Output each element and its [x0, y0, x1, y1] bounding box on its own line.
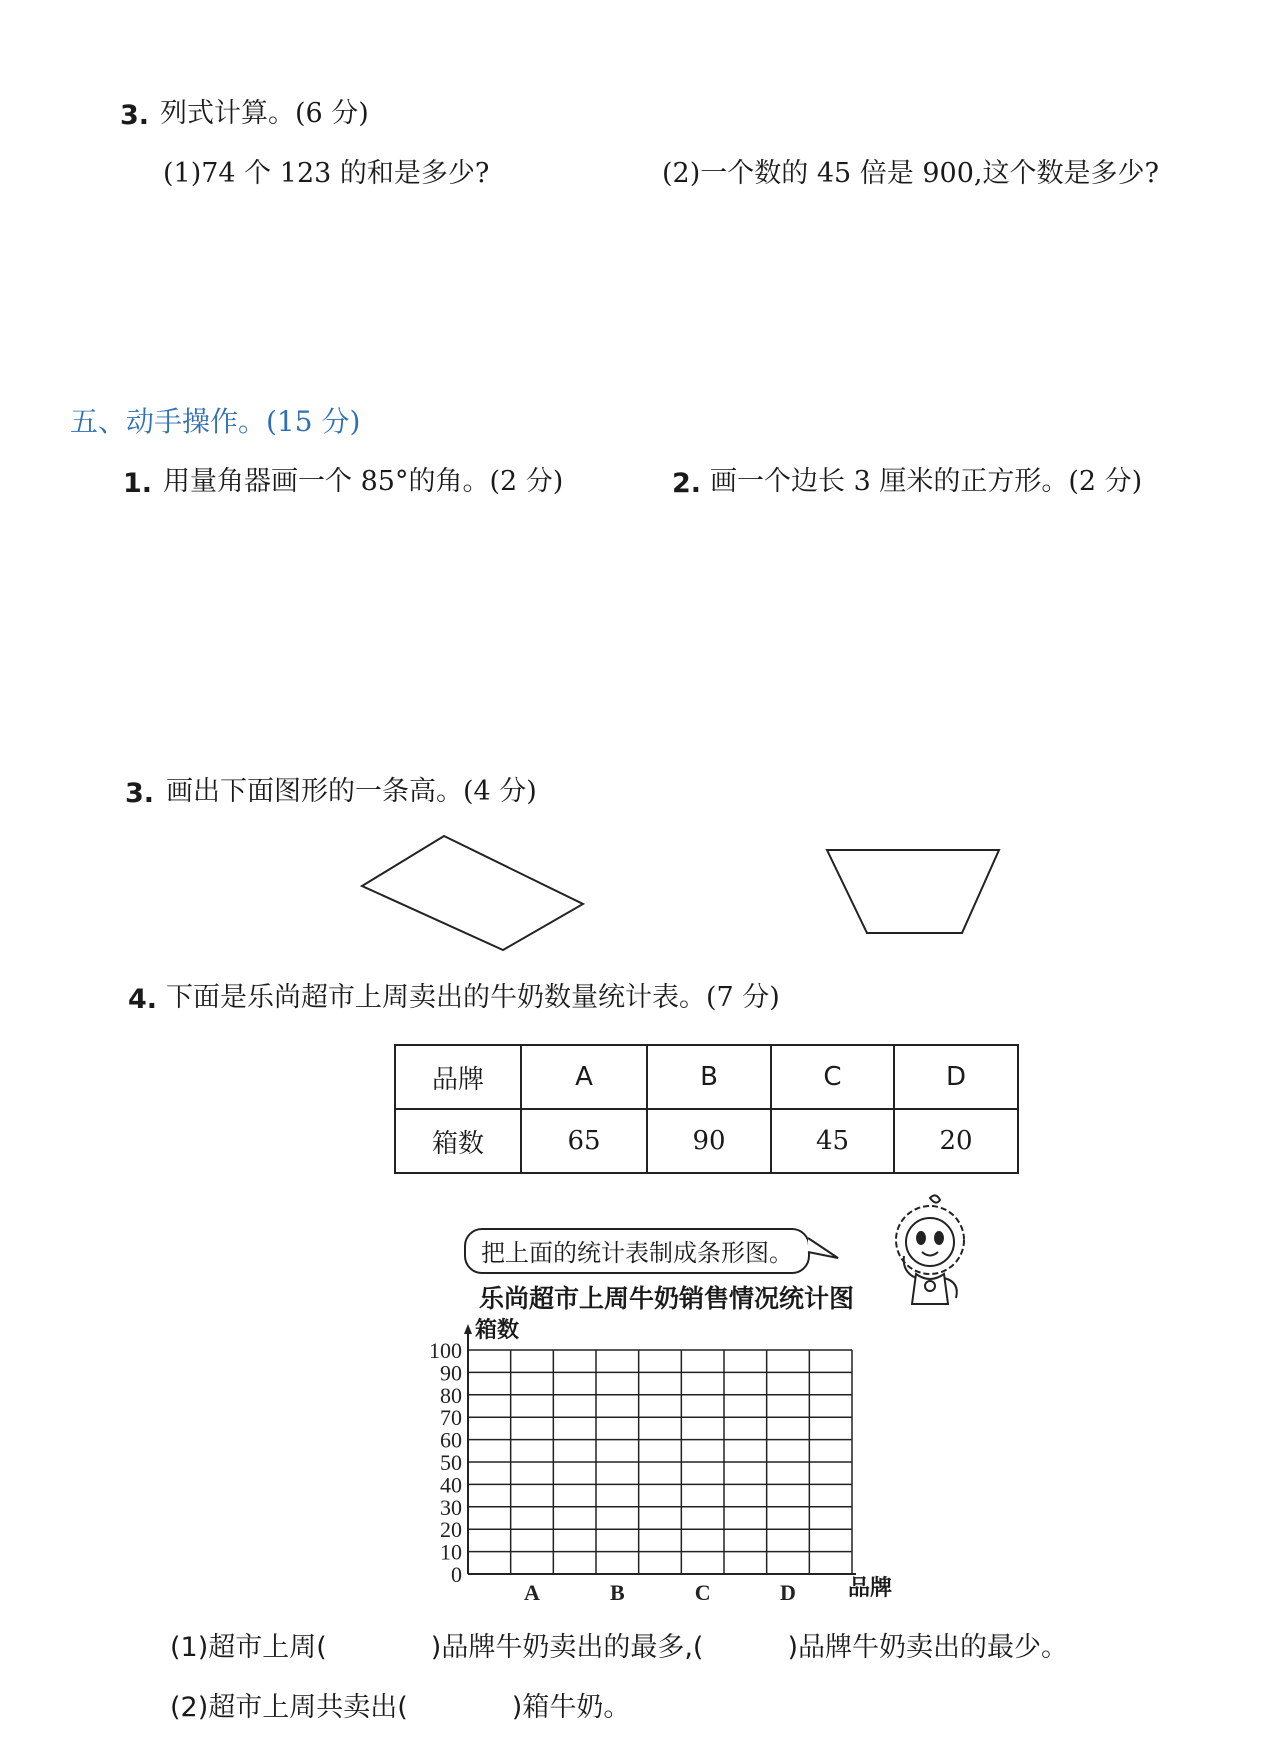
x-tick-label: A — [524, 1580, 540, 1605]
y-tick-label: 70 — [440, 1405, 462, 1431]
y-tick-label: 50 — [440, 1450, 462, 1475]
table-row-label: 箱数 — [395, 1109, 521, 1173]
fill-question-2 — [170, 1694, 630, 1721]
y-tick-label: 10 — [440, 1539, 462, 1565]
section-heading: 五、动手操作。(15 分) — [70, 405, 361, 438]
fill-text: )品牌牛奶卖出的最多,( — [430, 1632, 704, 1663]
x-tick-label: B — [609, 1580, 625, 1605]
question-number: 3. — [125, 778, 155, 809]
chart-title: 乐尚超市上周牛奶销售情况统计图 — [479, 1284, 855, 1313]
y-tick-label: 0 — [451, 1562, 462, 1587]
chart-y-axis-label: 箱数 — [475, 1318, 520, 1343]
table-count-cell: 90 — [647, 1109, 771, 1173]
question-number: 4. — [128, 984, 158, 1015]
question-text: 画出下面图形的一条高。(4 分) — [166, 776, 537, 807]
y-axis-arrow — [464, 1324, 472, 1334]
y-tick-label: 60 — [440, 1427, 462, 1453]
speech-bubble: 把上面的统计表制成条形图。 — [464, 1228, 810, 1274]
question-number: 3. — [120, 100, 150, 131]
x-tick-label: C — [694, 1580, 711, 1605]
y-tick-label: 30 — [440, 1494, 462, 1520]
sub-question-1: (1)74 个 123 的和是多少? — [163, 158, 490, 189]
table-count-cell: 65 — [521, 1109, 647, 1173]
fill-question-1 — [170, 1634, 1068, 1661]
question-text: 用量角器画一个 85°的角。(2 分) — [163, 466, 564, 497]
table-brand-cell: B — [647, 1045, 771, 1109]
chart-x-axis-label: 品牌 — [848, 1576, 893, 1601]
fill-text: (2)超市上周共卖出( — [170, 1692, 408, 1723]
table-count-cell: 20 — [894, 1109, 1018, 1173]
y-tick-label: 90 — [440, 1360, 462, 1386]
x-tick-label: D — [780, 1580, 796, 1605]
y-tick-label: 20 — [440, 1517, 462, 1543]
table-brand-cell: A — [521, 1045, 647, 1109]
question-number: 2. — [672, 468, 702, 499]
y-tick-label: 100 — [429, 1338, 462, 1363]
sub-question-2: (2)一个数的 45 倍是 900,这个数是多少? — [662, 158, 1159, 189]
fill-text: )品牌牛奶卖出的最少。 — [787, 1632, 1068, 1663]
table-count-cell: 45 — [771, 1109, 894, 1173]
question-text: 画一个边长 3 厘米的正方形。(2 分) — [710, 466, 1143, 497]
question-title: 列式计算。(6 分) — [160, 98, 369, 129]
table-brand-cell: C — [771, 1045, 894, 1109]
table-brand-cell: D — [894, 1045, 1018, 1109]
question-number: 1. — [123, 468, 153, 499]
table-header-label: 品牌 — [395, 1045, 521, 1109]
question-text: 下面是乐尚超市上周卖出的牛奶数量统计表。(7 分) — [166, 982, 780, 1013]
fill-text: (1)超市上周( — [170, 1632, 327, 1663]
fill-text: )箱牛奶。 — [511, 1692, 631, 1723]
y-tick-label: 40 — [440, 1472, 462, 1498]
y-tick-label: 80 — [440, 1382, 462, 1408]
